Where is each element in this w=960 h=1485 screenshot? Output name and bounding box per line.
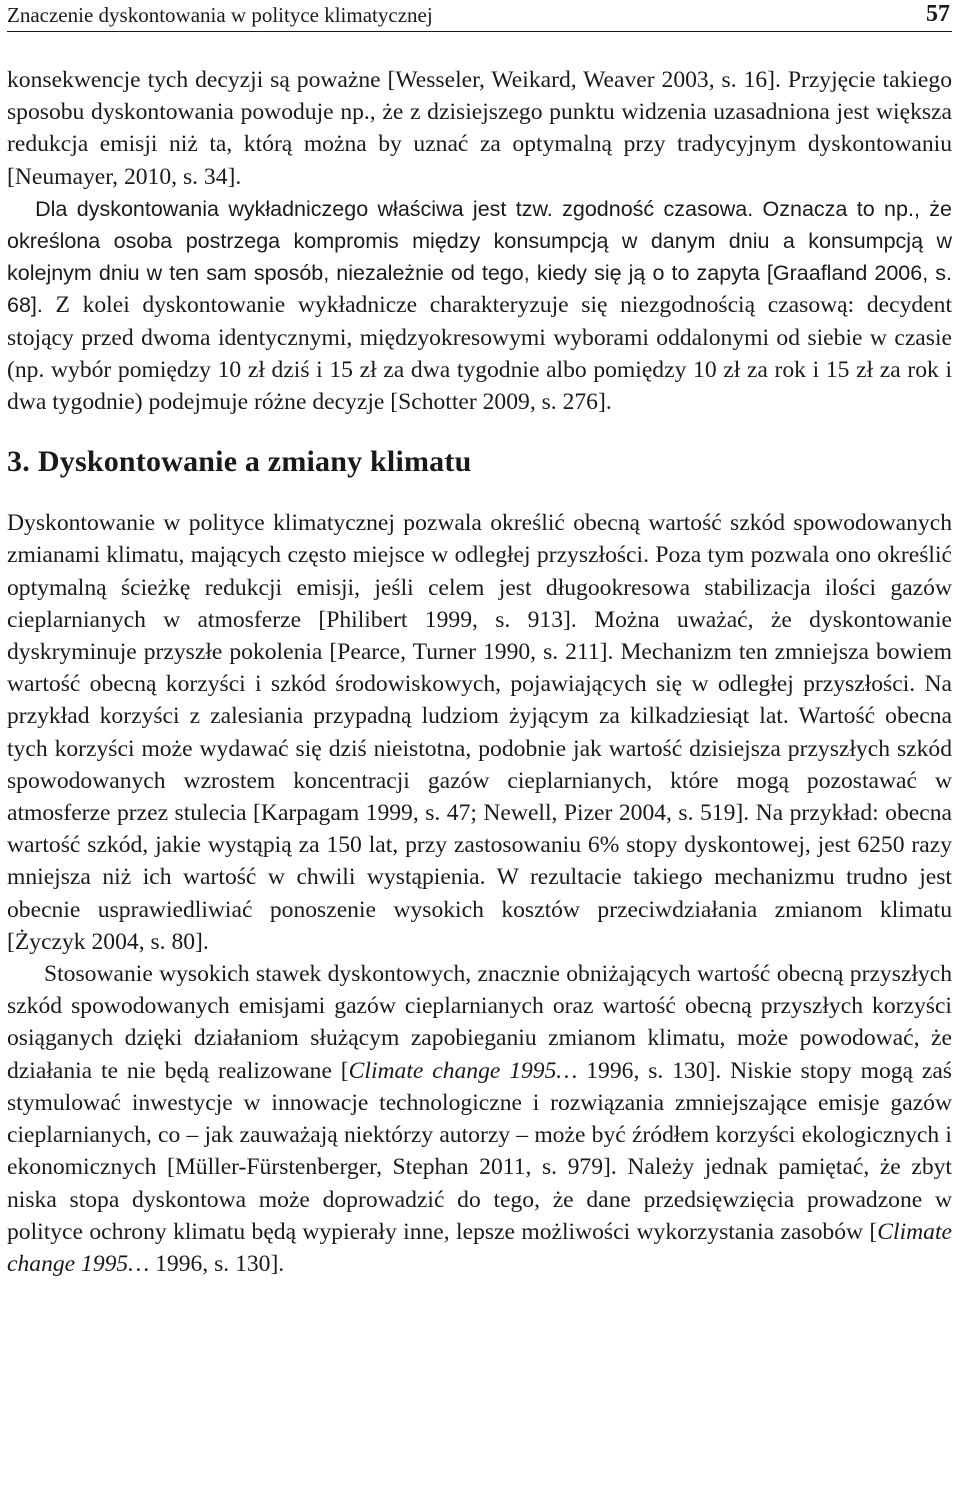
paragraph-climate: Dyskontowanie w polityce klimatycznej pozwala określić obecną wartość szkód spowodowanych zmianami klimatu, mających często miejsce w odległej przyszłości. Poza tym pozwala ono określić optymalną ścieżkę redukcji emisji, jeśli celem jest długookresowa stabilizacja ilości gazów cieplarnianych w atmosferze [Philibert 1999, s. 913]. Można uważać, że dyskontowanie dyskryminuje przyszłe pokolenia [Pearce, Turner 1990, s. 211]. Mechanizm ten zmniejsza bowiem wartość obecną korzyści i szkód środowiskowych, pojawiających się w odległej przyszłości. Na przykład korzyści z zalesiania przypadną ludziom żyjącym za kilkadziesiąt lat. Wartość obecna tych korzyści może wydawać się dziś nieistotna, podobnie jak wartość dzisiejsza przyszłych szkód spowodowanych wzrostem koncentracji gazów cieplarnianych, które mogą pozostawać w atmosferze przez stulecia [Karpagam 1999, s. 47; Newell, Pizer 2004, s. 519]. Na przykład: obecna wartość szkód, jakie wystąpią za 150 lat, przy zastosowaniu 6% stopy dyskontowej, jest 6250 razy mniejsza niż ich wartość w chwili wystąpienia. W rezultacie takiego mechanizmu trudno jest obecnie usprawiedliwiać ponoszenie wysokich kosztów przeciwdziałania zmianom klimatu [Życzyk 2004, s. 80].	[7, 510, 952, 955]
citation-climate-change-2: Climate change 1995…	[7, 1218, 952, 1277]
section-heading	[7, 444, 952, 480]
paragraph-discount-rates	[7, 958, 952, 1280]
running-title: Znaczenie dyskontowania w polityce klimatycznej	[7, 3, 433, 27]
paragraph-intro-part2: Dla dyskontowania wykładniczego właściwa jest tzw. zgodność czasowa. Oznacza to np., że określona osoba postrzega kompromis między konsumpcją w danym dniu a konsumpcją w kolejnym dniu w ten sam sposób, niezależnie od tego, kiedy się ją o to zapyta [Graafland 2006, s. 68].	[7, 196, 952, 318]
section-number: 3.	[7, 445, 30, 479]
paragraph-intro-part3: Z kolei dyskontowanie wykładnicze charakteryzuje się niezgodnością czasową: decydent stojący przed dwoma identycznymi, międzyokresowymi wyborami oddalonymi od siebie w czasie (np. wybór pomiędzy 10 zł dziś i 15 zł za dwa tygodnie albo pomiędzy 10 zł za rok i 15 zł za rok i dwa tygodnie) podejmuje różne decyzje [Schotter 2009, s. 276].	[7, 292, 952, 416]
page-number: 57	[926, 1, 950, 27]
section-title: Dyskontowanie a zmiany klimatu	[37, 445, 472, 479]
paragraph-intro-part1: konsekwencje tych decyzji są poważne [Wesseler, Weikard, Weaver 2003, s. 16]. Przyjęcie takiego sposobu dyskontowania powoduje np., że z dzisiejszego punktu widzenia uzasadniona jest większa redukcja emisji niż ta, którą można by uznać za optymalną przy tradycyjnym dyskontowaniu [Neumayer, 2010, s. 34].	[7, 67, 952, 190]
paragraph-discount-rates-part3: 1996, s. 130].	[149, 1250, 285, 1277]
paragraph-discount-rates-part2: 1996, s. 130]. Niskie stopy mogą zaś stymulować inwestycje w innowacje technologiczne i rozwiązania zmniejszające emisje gazów cieplarnianych, co – jak zauważają niektórzy autorzy – może być źródłem korzyści ekologicznych i ekonomicznych [Müller-Fürstenberger, Stephan 2011, s. 979]. Należy jednak pamiętać, że zbyt niska stopa dyskontowa może doprowadzić do tego, że dane przedsięwzięcia prowadzone w polityce ochrony klimatu będą wypierały inne, lepsze możliwości wykorzystania zasobów [	[7, 1057, 952, 1245]
paragraph-discount-rates-part1: Stosowanie wysokich stawek dyskontowych, znacznie obniżających wartość obecną przyszłych szkód spowodowanych emisjami gazów cieplarnianych oraz wartość obecną przyszłych korzyści osiąganych dzięki działaniom służącym zapobieganiu zmianom klimatu, może powodować, że działania te nie będą realizowane [	[7, 961, 952, 1084]
citation-climate-change-1: Climate change 1995…	[348, 1057, 578, 1084]
running-head	[7, 0, 952, 32]
paragraph-intro	[7, 64, 952, 418]
page-content	[7, 64, 952, 1280]
